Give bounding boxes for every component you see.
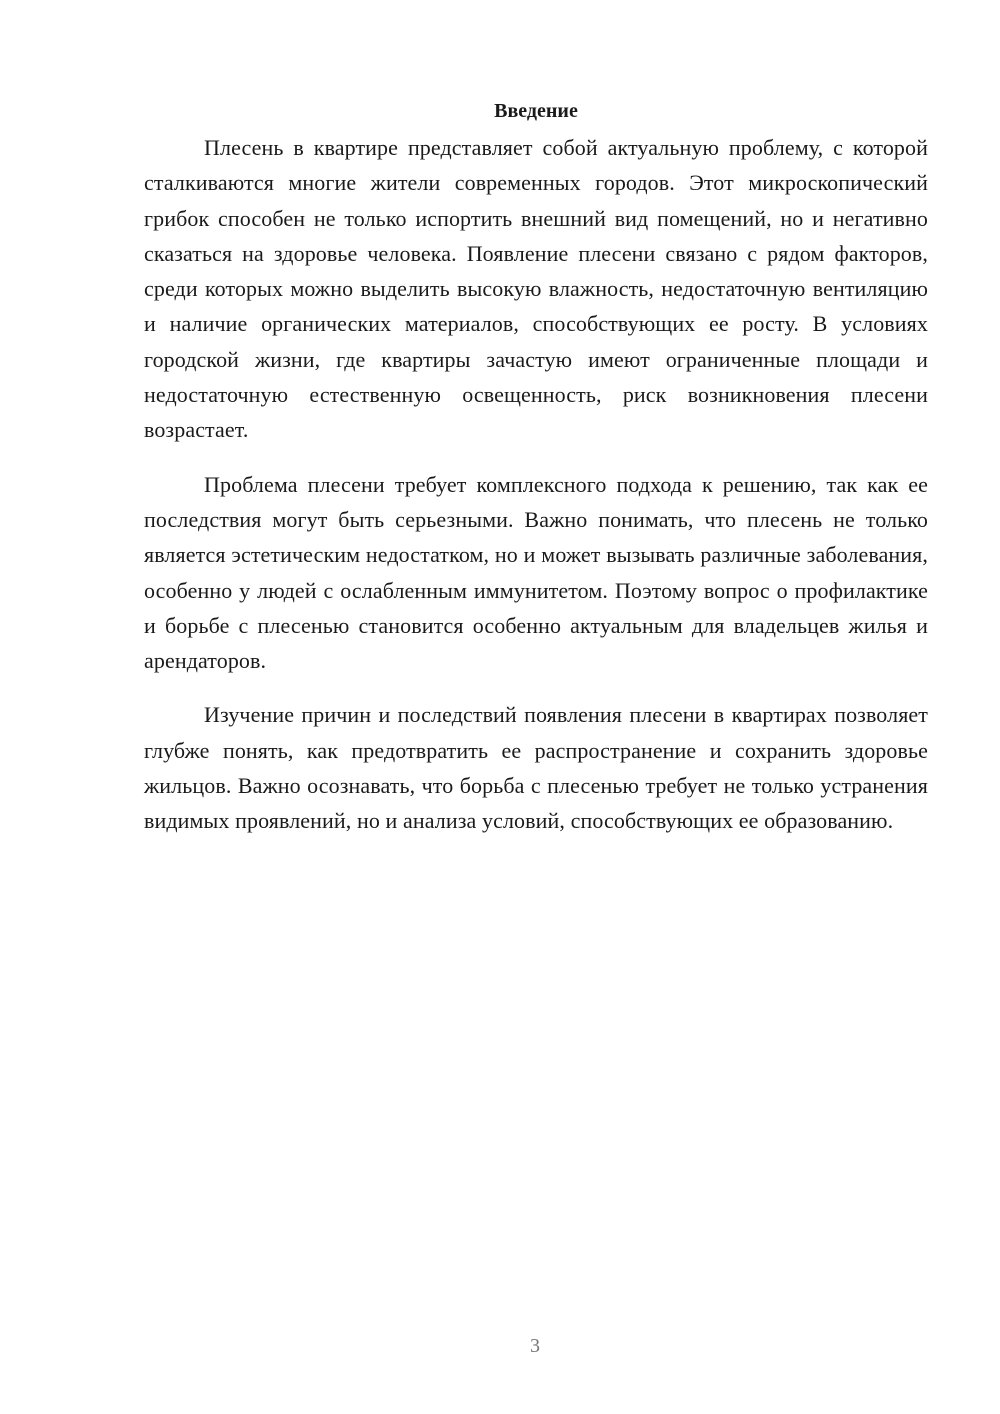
paragraph-1: Плесень в квартире представляет собой актуальную проблему, с которой сталкиваются многие жители современных городов. Этот микроскопический грибок способен не только испортить внешний вид помещений, но и негативно сказаться на здоровье человека. Появление плесени связано с рядом факторов, среди которых можно выделить высокую влажность, недостаточную вентиляцию и наличие органических материалов, способствующих ее росту. В условиях городской жизни, где квартиры зачастую имеют ограниченные площади и недостаточную естественную освещенность, риск возникновения плесени возрастает. — [144, 135, 928, 443]
paragraph-2: Проблема плесени требует комплексного подхода к решению, так как ее последствия могут быть серьезными. Важно понимать, что плесень не только является эстетическим недостатком, но и может вызывать различные заболевания, особенно у людей с ослабленным иммунитетом. Поэтому вопрос о профилактике и борьбе с плесенью становится особенно актуальным для владельцев жилья и арендаторов. — [144, 471, 928, 674]
paragraph-3: Изучение причин и последствий появления плесени в квартирах позволяет глубже понять, как предотвратить ее распространение и сохранить здоровье жильцов. Важно осознавать, что борьба с плесенью требует не только устранения видимых проявлений, но и анализа условий, способствующих ее образованию. — [144, 702, 928, 834]
page-number: 3 — [530, 1335, 540, 1357]
page-content — [144, 96, 928, 858]
section-title: Введение — [494, 100, 578, 122]
